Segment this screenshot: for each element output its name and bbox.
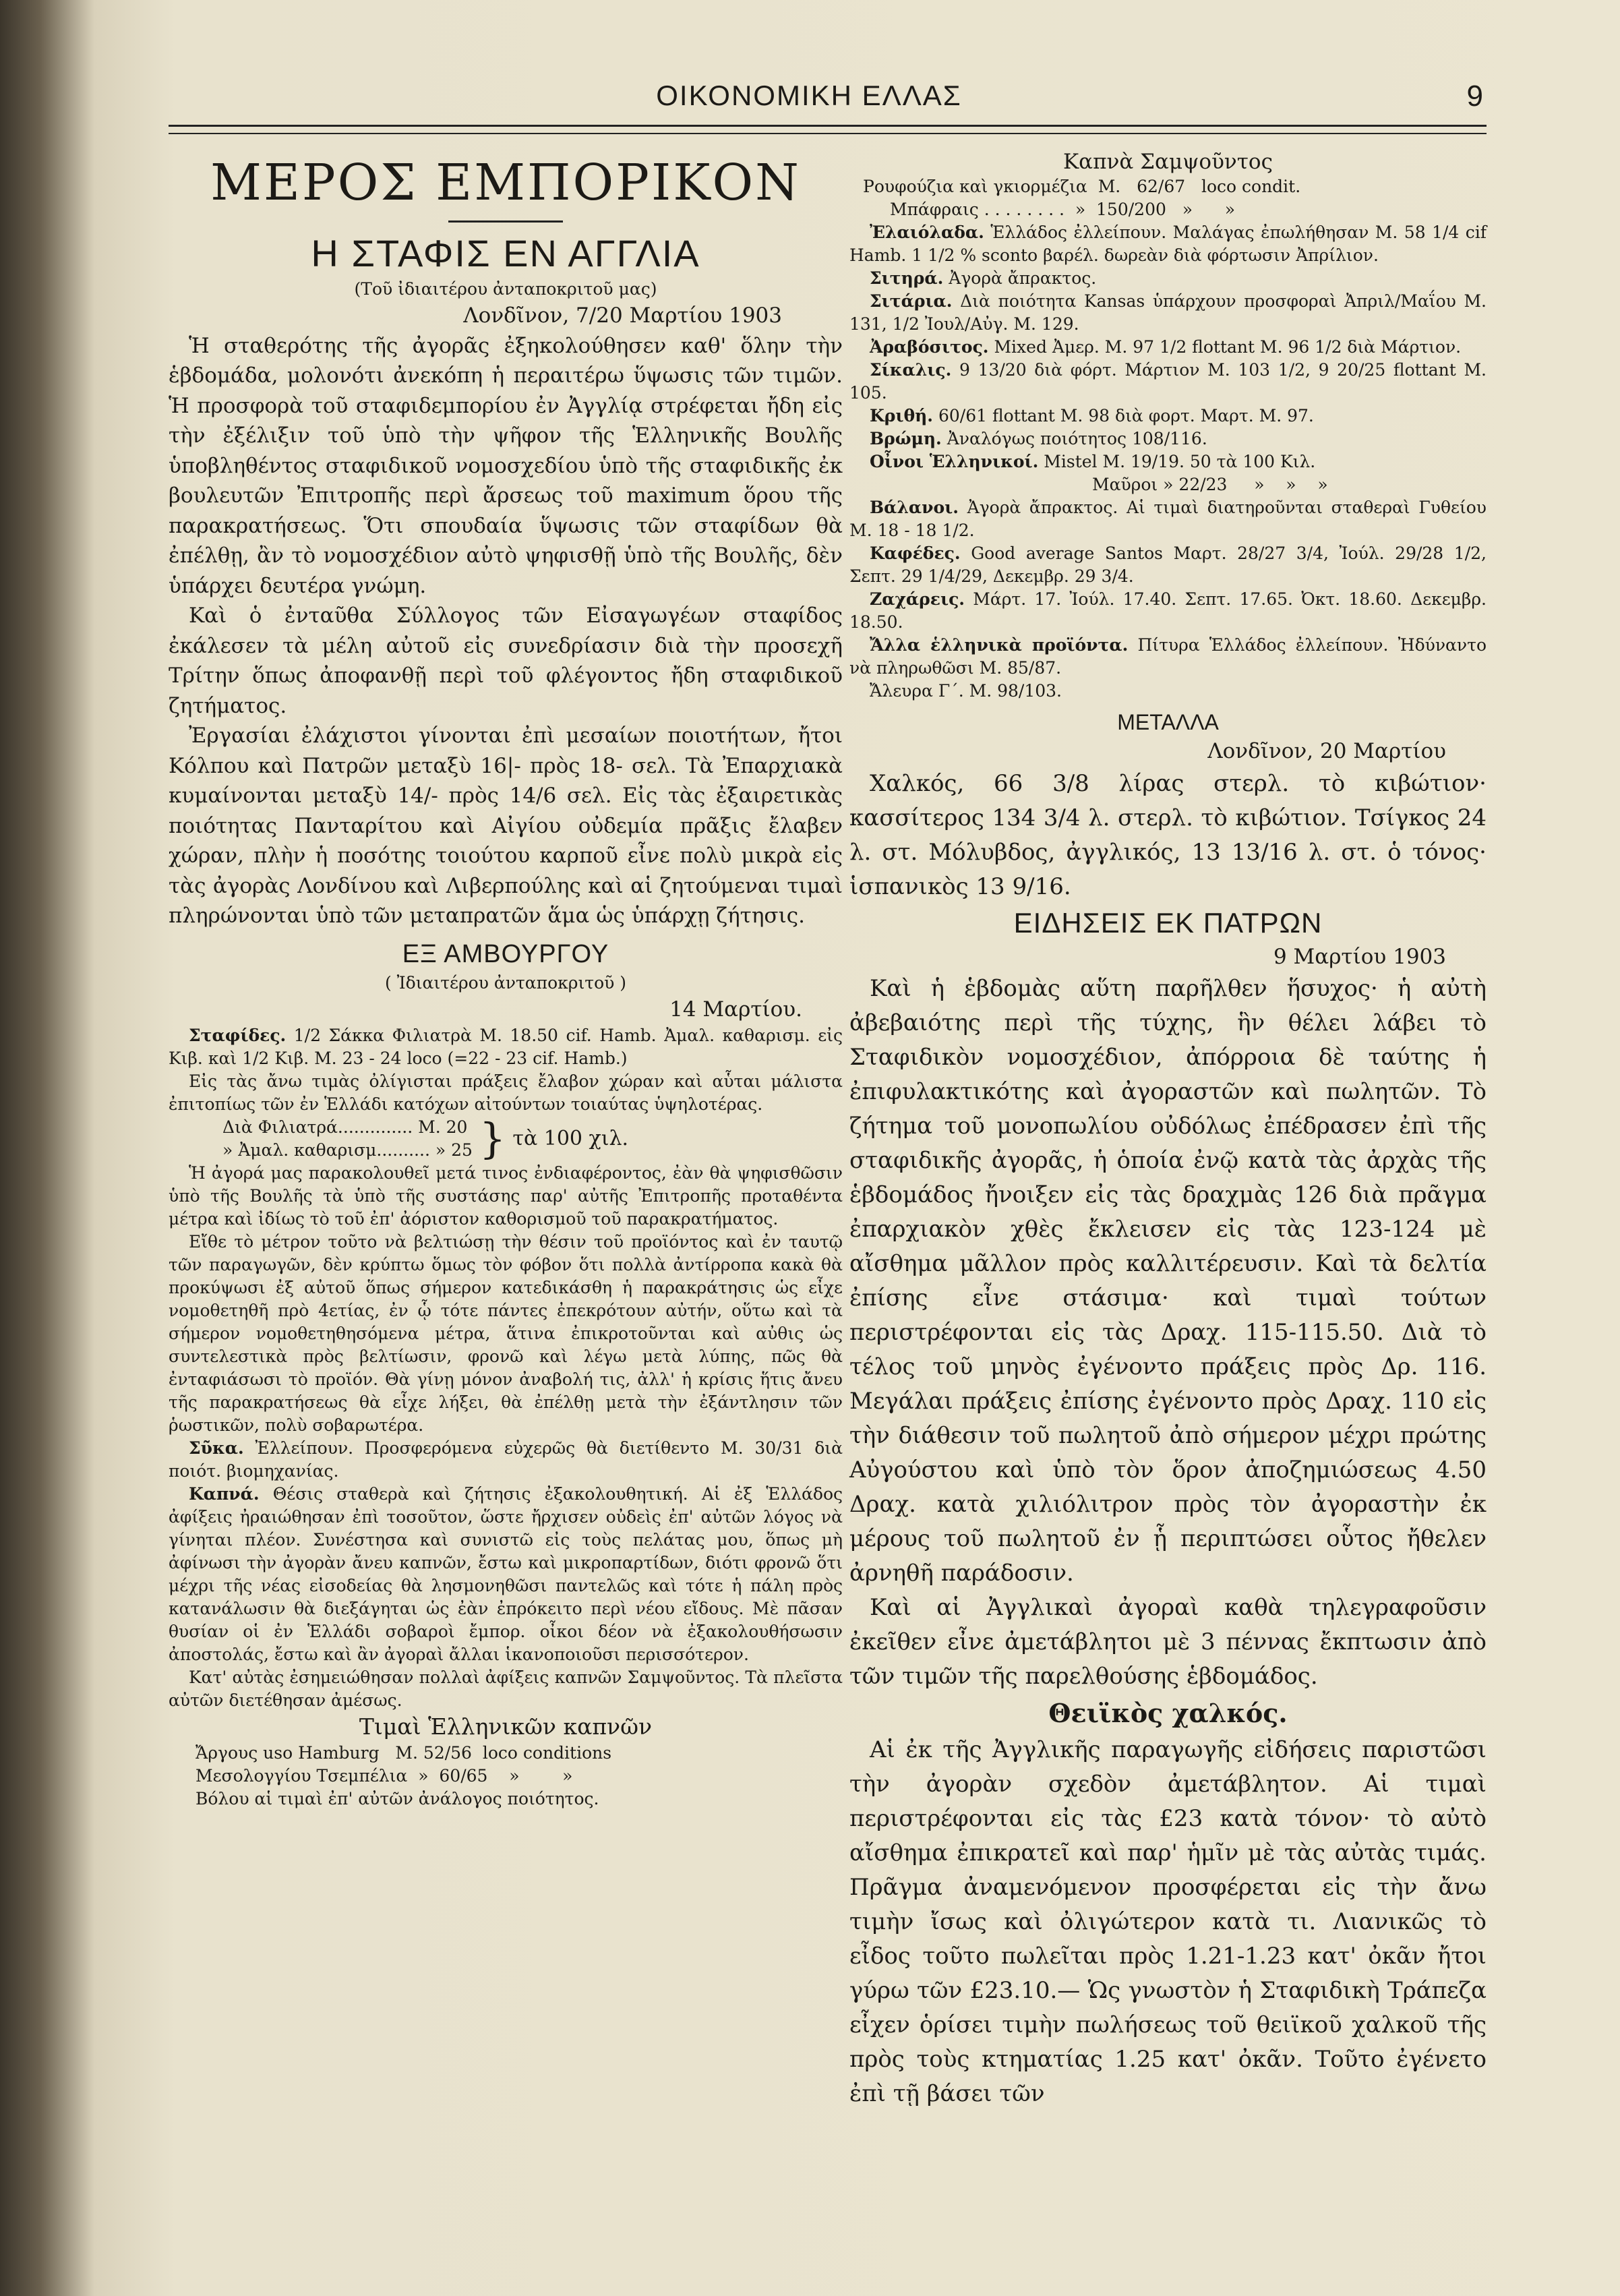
tobacco-text: Θέσις σταθερὰ καὶ ζήτησις ἐξακολουθητική. Αἱ ἐξ Ἑλλάδος ἀφίξεις ἠραιώθησαν ἐπὶ τοσοῦτον, ὥστε ἤρχισεν οὐδεὶς ἐπ' αὐτῶν λόγος νὰ γίνηται πλέον. Συνέστησα καὶ συνιστῶ εἰς τοὺς πελάτας μου, ὅπως μὴ ἀφίνωσι τὴν ἀγορὰν ἄνευ καπνῶν, ἔστω καὶ μικροπαρτίδων, διότι φρονῶ ὅτι μέχρι τῆς νέας εἰσοδείας θὰ λησμονηθῶσι παντελῶς καὶ τότε ἡ πάλη πρὸς κατανάλωσιν θὰ διεξάγηται ὡς ἐὰν ἐπρόκειτο περὶ νέου εἴδους. Μὲ πᾶσαν θυσίαν οἱ ἐν Ἑλλάδι σοβαροὶ ἔμπορ. οἶκοι δέον νὰ ἐξακολουθήσωσιν ἀποστολάς, ἔστω καὶ ἂν ἀγοραὶ ἄλλαι ἱκανοποιοῦσι περισσότερον. xyxy=(169,1484,843,1664)
metals-title: ΜΕΤΑΛΛΑ xyxy=(1117,710,1219,734)
sugar-entry xyxy=(849,588,1487,634)
rye-text: 9 13/20 διὰ φόρτ. Μάρτιον Μ. 103 1/2, 9 20/25 flottant Μ. 105. xyxy=(849,360,1487,403)
metals-text: Χαλκός, 66 3/8 λίρας στερλ. τὸ κιβώτιον· κασσίτερος 134 3/4 λ. στερλ. τὸ κιβώτιον. Τσίγκος 24 λ. στ. Μόλυβδος, ἀγγλικός, 13 13/16 λ. στ. ὁ τόνος· ἱσπανικὸς 13 9/16. xyxy=(849,769,1487,900)
figs-heading: Σῦκα. xyxy=(189,1438,244,1458)
raisins-text: 1/2 Σάκκα Φιλιατρὰ Μ. 18.50 cif. Hamb. Ἀμαλ. καθαρισμ. εἰς Κιβ. καὶ 1/2 Κιβ. Μ. 23 - 24 loco (=22 - 23 cif. Hamb.) xyxy=(169,1026,843,1068)
oil-text: Ἑλλάδος ἐλλείπουν. Μαλάγας ἐπωλήθησαν Μ. 58 1/4 cif Hamb. 1 1/2 % sconto βαρέλ. δωρεὰν διὰ φόρτωσιν Ἀπρίλιον. xyxy=(849,223,1487,265)
coffee-heading: Καφέδες. xyxy=(870,543,961,563)
oil-heading: Ἐλαιόλαδα. xyxy=(870,223,984,242)
hamburg-figs xyxy=(169,1437,843,1483)
dateline: Λονδῖνον, 7/20 Μαρτίου 1903 xyxy=(463,303,782,328)
grain-text: Διὰ ποιότητα Kansas ὑπάρχουν προσφοραὶ Ἀπριλ/Μαΐου Μ. 131, 1/2 Ἰουλ/Αὐγ. Μ. 129. xyxy=(849,291,1487,334)
barley-heading: Κριθή. xyxy=(870,406,934,425)
hamburg-tobacco xyxy=(169,1483,843,1666)
tobacco-row-3: Βόλου αἱ τιμαὶ ἐπ' αὐτῶν ἀνάλογος ποιότητος. xyxy=(196,1789,599,1808)
tobacco-row-1: Ἄργους uso Hamburg Μ. 52/56 loco conditions xyxy=(196,1743,612,1763)
hamburg-date: 14 Μαρτίου. xyxy=(669,997,802,1022)
header-rule-bottom xyxy=(169,133,1487,134)
flour-entry: Ἄλευρα Γ΄. Μ. 98/103. xyxy=(870,681,1062,701)
wine-row-2: Μαῦροι » 22/23 » » » xyxy=(1092,475,1328,494)
wheat-text: Ἀγορὰ ἄπρακτος. xyxy=(949,268,1097,288)
paragraph-2: Καὶ ὁ ἐνταῦθα Σύλλογος τῶν Εἰσαγωγέων σταφίδος ἐκάλεσεν τὰ μέλη αὐτοῦ εἰς συνεδρίασιν διὰ τὴν προσεχῆ Τρίτην ὅπως ἀποφανθῇ περὶ τοῦ φλέγοντος ἤδη σταφιδικοῦ ζητήματος. xyxy=(169,604,843,718)
samsun-row-1: Ρουφούζια καὶ γκιορμέζια Μ. 62/67 loco condit. xyxy=(863,177,1301,196)
wheat-heading: Σιτηρά. xyxy=(870,268,944,288)
hamburg-title: ΕΞ ΑΜΒΟΥΡΓΟΥ xyxy=(402,939,609,968)
barley-entry xyxy=(849,405,1487,428)
copper-sulfate-text: Αἱ ἐκ τῆς Ἀγγλικῆς παραγωγῆς εἰδήσεις παριστῶσι τὴν ἀγορὰν σχεδὸν ἀμετάβλητον. Αἱ τιμαὶ περιστρέφονται εἰς τὰς £23 κατὰ τόνον· τὸ αὐτὸ αἴσθημα ἐπικρατεῖ καὶ παρ' ἡμῖν μὲ τὰς αὐτὰς τιμάς. Πρᾶγμα ἀναμενόμενον προσφέρεται εἰς τὴν ἄνω τιμὴν ἴσως καὶ ὀλιγώτερον κατὰ τι. Λιανικῶς τὸ εἶδος τοῦτο πωλεῖται πρὸς 1.21-1.23 κατ' ὀκᾶν ἤτοι γύρω τῶν £23.10.— Ὡς γνωστὸν ἡ Σταφιδικὴ Τράπεζα εἶχεν ὁρίσει τιμὴν πωλήσεως τοῦ θειϊκοῦ χαλκοῦ τῆς πρὸς τοὺς κτηματίας 1.25 κατ' ὀκᾶν. Τοῦτο ἐγένετο ἐπὶ τῇ βάσει τῶν xyxy=(849,1736,1487,2107)
paragraph-1: Ἡ σταθερότης τῆς ἀγορᾶς ἐξηκολούθησεν καθ' ὅλην τὴν ἑβδομάδα, μολονότι ἀνεκόπη ἡ περαιτέρω ὕψωσις τῶν τιμῶν. Ἡ προσφορὰ τοῦ σταφιδεμπορίου ἐν Ἀγγλίᾳ στρέφεται ἤδη εἰς τὴν ἐξέλιξιν τοῦ ὑπὸ τὴν ψῆφον τῆς Ἑλληνικῆς Βουλῆς ὑποβληθέντος σταφιδικοῦ νομοσχεδίου ὑπὸ τῆς σταφιδικῆς ἐκ βουλευτῶν Ἐπιτροπῆς περὶ ἄρσεως τοῦ maximum ὅρου τῆς παρακρατήσεως. Ὅτι σπουδαία ὕψωσις τῶν σταφίδων θὰ ἐπέλθῃ, ἂν τὸ νομοσχέδιον αὐτὸ ψηφισθῇ ὑπὸ τῆς Βουλῆς, δὲν ὑπάρχει δευτέρα γνώμη. xyxy=(169,333,843,598)
tobacco-prices-title: Τιμαὶ Ἑλληνικῶν καπνῶν xyxy=(359,1713,653,1740)
coffee-entry xyxy=(849,542,1487,588)
valonia-text: Ἀγορὰ ἄπρακτος. Αἱ τιμαὶ διατηροῦνται σταθεραὶ Γυθείου Μ. 18 - 18 1/2. xyxy=(849,498,1487,540)
wheat-entry xyxy=(849,267,1487,290)
price2-value: » 25 xyxy=(435,1140,473,1160)
oil-entry xyxy=(849,221,1487,267)
samsun-row-2: Μπάφραις . . . . . . . . » 150/200 » » xyxy=(890,200,1235,219)
hamburg-p7: Κατ' αὐτὰς ἐσημειώθησαν πολλαὶ ἀφίξεις καπνῶν Σαμψοῦντος. Τὰ πλεῖστα αὐτῶν διετέθησαν ἀμέσως. xyxy=(169,1668,843,1710)
rye-entry xyxy=(849,359,1487,405)
right-column xyxy=(849,148,1487,2111)
other-text: Πίτυρα Ἑλλάδος ἐλλείπουν. Ἠδύναντο νὰ πληρωθῶσι Μ. 85/87. xyxy=(849,635,1487,678)
raisins-heading: Σταφίδες. xyxy=(189,1026,287,1045)
header-rule-top xyxy=(169,125,1487,127)
tobacco-heading: Καπνά. xyxy=(189,1484,260,1504)
barley-text: 60/61 flottant Μ. 98 διὰ φορτ. Μαρτ. Μ. 97. xyxy=(938,406,1314,425)
running-header: ΟΙΚΟΝΟΜΙΚΗ ΕΛΛΑΣ xyxy=(656,80,962,111)
valonia-heading: Βάλανοι. xyxy=(870,498,959,517)
oats-heading: Βρώμη. xyxy=(870,429,942,448)
rye-heading: Σίκαλις. xyxy=(870,360,952,380)
hamburg-byline: ( Ἰδιαιτέρου ἀνταποκριτοῦ ) xyxy=(384,972,627,993)
patras-paragraph-2: Καὶ αἱ Ἀγγλικαὶ ἀγοραὶ καθὰ τηλεγραφοῦσιν ἐκεῖθεν εἶνε ἀμετάβλητοι μὲ 3 πέννας ἔκπτωσιν ἀπὸ τῶν τιμῶν τῆς παρελθούσης ἑβδομάδος. xyxy=(849,1594,1487,1690)
paragraph-3: Ἐργασίαι ἐλάχιστοι γίνονται ἐπὶ μεσαίων ποιοτήτων, ἤτοι Κόλπου καὶ Πατρῶν μεταξὺ 16|- πρὸς 18- σελ. Τὰ Ἐπαρχιακὰ κυμαίνονται μεταξὺ 14/- πρὸς 14/6 σελ. Εἰς τὰς ἐξαιρετικὰς ποιότητας Πανταρίτου καὶ Αἰγίου οὐδεμία πρᾶξις ἔλαβεν χώραν, πλὴν ἡ ποσότης τοιούτου καρποῦ εἶνε πολὺ μικρὰ εἰς τὰς ἀγορὰς Λονδίνου καὶ Λιβερπούλης καὶ αἱ ζητούμεναι τιμαὶ πληρώνονται ὑπὸ τῶν μεταπρατῶν ἅμα ὡς ὑπάρχῃ ζήτησις. xyxy=(169,724,843,928)
price2-label: » Ἀμαλ. καθαρισμ.......... xyxy=(222,1140,430,1160)
valonia-entry xyxy=(849,496,1487,542)
sugar-heading: Ζαχάρεις. xyxy=(870,589,965,609)
hamburg-raisins xyxy=(169,1024,843,1070)
page-number: 9 xyxy=(1466,80,1483,113)
article-title: Η ΣΤΑΦΙΣ ΕΝ ΑΓΓΛΙΑ xyxy=(311,232,700,274)
patras-date: 9 Μαρτίου 1903 xyxy=(1273,944,1446,969)
hamburg-p4: Εἴθε τὸ μέτρον τοῦτο νὰ βελτιώσῃ τὴν θέσιν τοῦ προϊόντος καὶ ἐν ταυτῷ τῶν παραγωγῶν, δὲν κρύπτω ὅμως τὸν φόβον ὅτι πολλὰ ἀντίρροπα κακὰ θὰ προκύψωσι ἐξ αὐτοῦ ὅπως σήμερον κατεδικάσθη ἡ παρακράτησις ὡς εἶχε νομοθετηθῆ πρὸ 4ετίας, ἐν ᾧ τότε πάντες ἐπεκρότουν αὐτήν, οὕτω καὶ τὰ σήμερον νομοθετηθησόμενα μέτρα, ἅτινα ἐπικροτοῦνται καὶ αὐθις ὡς συντελεστικὰ πρὸς βελτίωσιν, φρονῶ καὶ λέγω μετὰ λύπης, πῶς θὰ ἐνταφιάσωσι τὸ προϊόν. Θὰ γίνῃ μόνον ἀναβολή τις, ἀλλ' ἡ κρίσις ἥτις ἄνευ τῆς παρακρατήσεως θὰ εἶχε λήξει, θὰ ἐπέλθῃ μετὰ τὴν ἐξάντλησιν τῶν ῥωστικῶν, πολὺ σοβαρωτέρα. xyxy=(169,1232,843,1435)
price1-value: Μ. 20 xyxy=(418,1117,468,1137)
patras-title: ΕΙΔΗΣΕΙΣ ΕΚ ΠΑΤΡΩΝ xyxy=(1013,906,1323,939)
metals-date: Λονδῖνον, 20 Μαρτίου xyxy=(1207,739,1446,763)
samsun-title: Καπνὰ Σαμψοῦντος xyxy=(1063,150,1273,174)
price1-label: Διὰ Φιλιατρά.............. xyxy=(222,1117,413,1137)
oats-entry xyxy=(849,428,1487,450)
coffee-text: Good average Santos Μαρτ. 28/27 3/4, Ἰούλ. 29/28 1/2, Σεπτ. 29 1/4/29, Δεκεμβρ. 29 3/4. xyxy=(849,543,1487,586)
tobacco-row-2: Μεσολογγίου Τσεμπέλια » 60/65 » » xyxy=(196,1766,573,1786)
hamburg-p3: Ἡ ἀγορά μας παρακολουθεῖ μετά τινος ἐνδιαφέροντος, ἐὰν θὰ ψηφισθῶσιν ὑπὸ τῆς Βουλῆς τὰ ὑπὸ τῆς συστάσης παρ' αὐτῆς Ἐπιτροπῆς προταθέντα μέτρα καὶ ἰδίως τὸ τοῦ ἐπ' ἀόριστον καθορισμοῦ τοῦ παρακρατήματος. xyxy=(169,1163,843,1229)
hamburg-p2: Εἰς τὰς ἄνω τιμὰς ὀλίγισται πράξεις ἔλαβον χώραν καὶ αὗται μάλιστα ἐπιτοπίως τῶν ἐν Ἑλλάδι κατόχων αἰτούντων τοιαύτας ὑψηλοτέρας. xyxy=(169,1071,843,1114)
oats-text: Ἀναλόγως ποιότητος 108/116. xyxy=(947,429,1207,448)
other-entry xyxy=(849,634,1487,680)
grain-heading: Σιτάρια. xyxy=(870,291,953,311)
corn-entry xyxy=(849,336,1487,359)
brace: } xyxy=(479,1114,506,1163)
corn-text: Mixed Ἀμερ. Μ. 97 1/2 flottant Μ. 96 1/2 διὰ Μάρτιον. xyxy=(994,337,1462,357)
wine-text: Mistel Μ. 19/19. 50 τὰ 100 Κιλ. xyxy=(1044,452,1316,471)
wine-entry xyxy=(849,450,1487,473)
wine-heading: Οἶνοι Ἑλληνικοί. xyxy=(870,452,1039,471)
byline: (Τοῦ ἰδιαιτέρου ἀνταποκριτοῦ μας) xyxy=(354,279,657,299)
corn-heading: Ἀραβόσιτος. xyxy=(870,337,989,357)
part-title: ΜΕΡΟΣ ΕΜΠΟΡΙΚΟΝ xyxy=(210,154,801,212)
left-column xyxy=(169,148,843,1811)
price-block xyxy=(169,1116,843,1162)
grain-entry xyxy=(849,290,1487,336)
other-heading: Ἄλλα ἑλληνικὰ προϊόντα. xyxy=(870,635,1129,655)
figs-text: Ἐλλείπουν. Προσφερόμενα εὐχερῶς θὰ διετίθεντο Μ. 30/31 διὰ ποιότ. βιομηχανίας. xyxy=(169,1438,843,1481)
title-rule xyxy=(448,220,563,223)
copper-sulfate-title: Θειϊκὸς χαλκός. xyxy=(1048,1698,1288,1728)
sugar-text: Μάρτ. 17. Ἰούλ. 17.40. Σεπτ. 17.65. Ὀκτ. 18.60. Δεκεμβρ. 18.50. xyxy=(849,589,1487,632)
patras-paragraph-1: Καὶ ἡ ἑβδομὰς αὕτη παρῆλθεν ἥσυχος· ἡ αὐτὴ ἀβεβαιότης περὶ τῆς τύχης, ἣν θέλει λάβει τὸ Σταφιδικὸν νομοσχέδιον, ἀπόρροια δὲ ταύτης ἡ ἐπιφυλακτικότης καὶ ἀγοραστῶν καὶ πωλητῶν. Τὸ ζήτημα τοῦ μονοπωλίου οὐδόλως ἐπέδρασεν ἐπὶ τῆς σταφιδικῆς ἀγορᾶς, ἡ ὁποία ἐνῷ κατὰ τὰς ἀρχὰς τῆς ἑβδομάδος ἤνοιξεν εἰς τὰς δραχμὰς 126 διὰ πρᾶγμα ἐπαρχιακὸν χθὲς ἔκλεισεν εἰς τὰς 123-124 μὲ αἴσθημα μᾶλλον πρὸς καλλιτέρευσιν. Καὶ τὰ δελτία ἐπίσης εἶνε στάσιμα· καὶ τιμαὶ τούτων περιστρέφονται εἰς τὰς Δραχ. 115-115.50. Διὰ τὸ τέλος τοῦ μηνὸς ἐγένοντο πράξεις πρὸς Δρ. 116. Μεγάλαι πράξεις ἐπίσης ἐγένοντο πρὸς Δραχ. 110 εἰς τὴν διάθεσιν τοῦ πωλητοῦ ἀπὸ σήμερον μέχρι πρώτης Αὐγούστου καὶ ὑπὸ τὸν ὅρον ἀποζημιώσεως 4.50 Δραχ. κατὰ χιλιόλιτρον πρὸς τὸν ἀγοραστὴν ἐκ μέρους τοῦ πωλητοῦ ἐν ᾗ περιπτώσει οὗτος ἤθελεν ἀρνηθῆ παράδοσιν. xyxy=(849,975,1487,1587)
price-unit: τὰ 100 χιλ. xyxy=(512,1127,629,1150)
